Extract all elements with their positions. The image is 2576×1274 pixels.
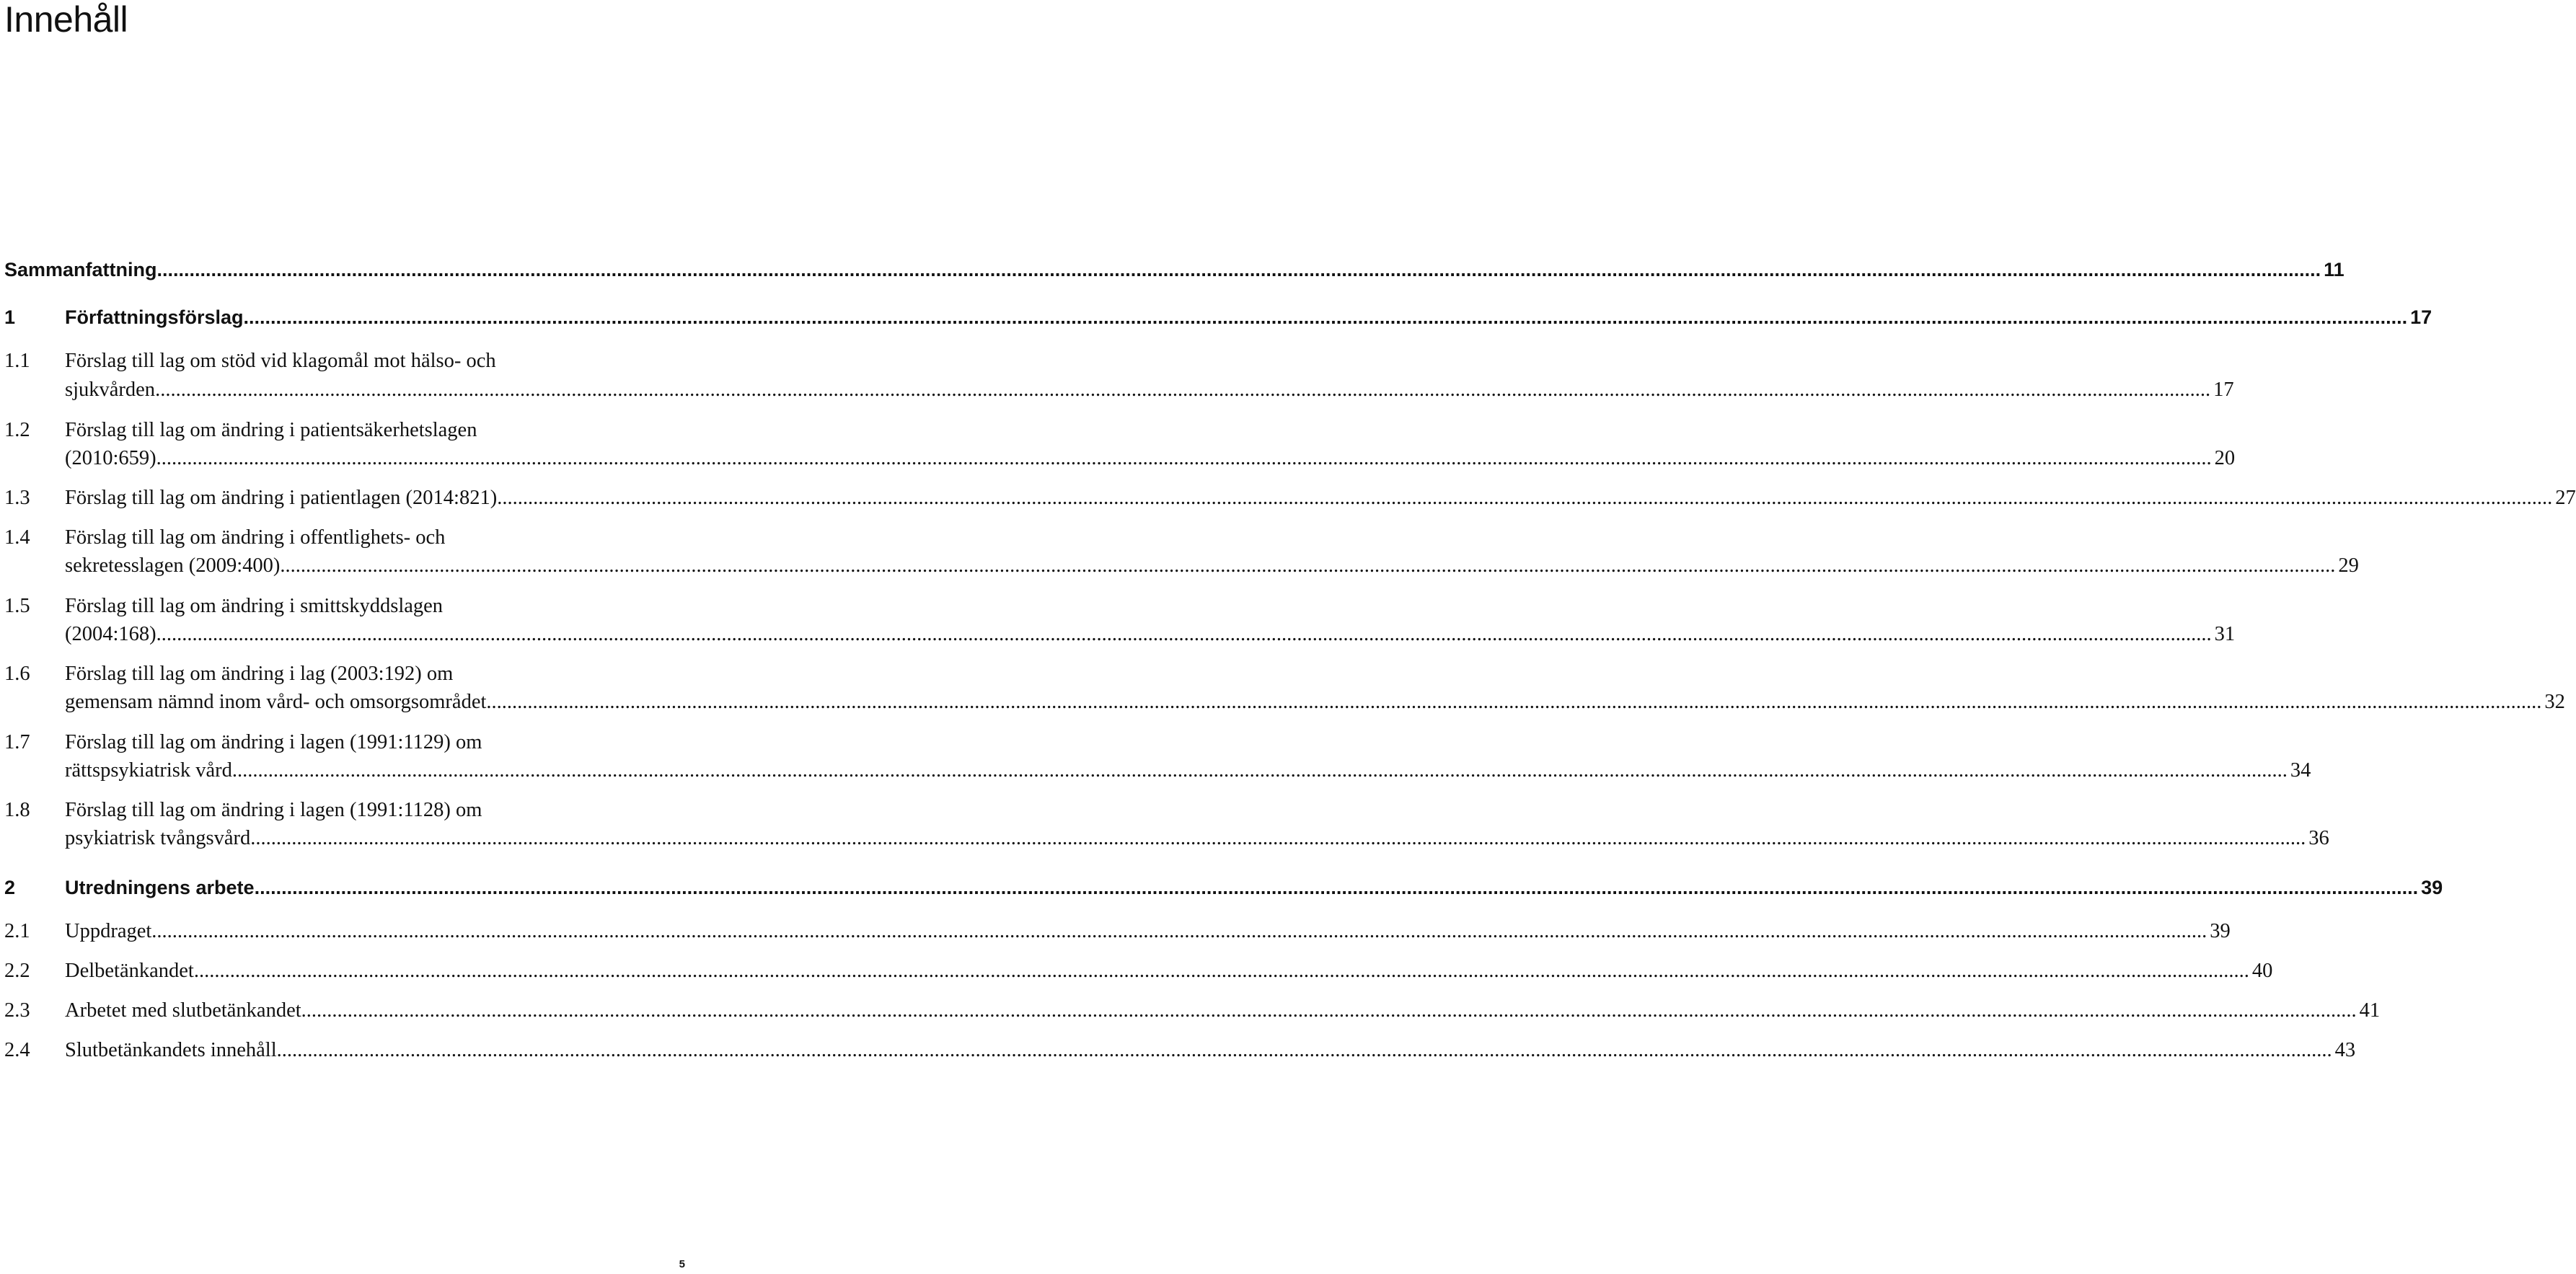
toc-entry-number: 1.3 <box>4 487 30 509</box>
toc-entry-number: 1 <box>4 306 16 328</box>
dot-leader: ................................................................................................................................................................................................................................................................................................................................................................................................................ <box>156 623 2212 645</box>
toc-page-number: 40 <box>2251 960 2273 982</box>
toc-entry-number: 2 <box>4 877 16 898</box>
toc-page-number: 32 <box>2544 691 2565 713</box>
toc-page-number: 36 <box>2308 827 2329 849</box>
dot-leader: ................................................................................................................................................................................................................................................................................................................................................................................................................ <box>156 259 2321 280</box>
toc-entry-title-line: Förslag till lag om ändring i patientsäkerhetslagen <box>65 419 477 441</box>
toc-entry-title-line: Förslag till lag om ändring i lag (2003:192) om <box>65 663 454 685</box>
toc-entry-title: Förslag till lag om ändring i patientlagen (2014:821) <box>65 487 498 509</box>
dot-leader: ................................................................................................................................................................................................................................................................................................................................................................................................................ <box>486 691 2542 713</box>
toc-entry-number: 1.7 <box>4 731 30 753</box>
toc-entry-title-line: Förslag till lag om ändring i smittskyddslagen <box>65 595 444 617</box>
toc-entry-title: Utredningens arbete <box>65 877 255 898</box>
toc-entry-number: 1.8 <box>4 799 30 821</box>
toc-entry-number: 2.1 <box>4 920 30 942</box>
toc-page-number: 41 <box>2359 999 2381 1022</box>
page-number: 5 <box>679 1258 685 1270</box>
toc-entry-title: Uppdraget <box>65 920 152 942</box>
dot-leader: ................................................................................................................................................................................................................................................................................................................................................................................................................ <box>156 447 2212 469</box>
toc-entry-title-line: Förslag till lag om stöd vid klagomål mot hälso- och <box>65 350 496 372</box>
toc-entry-title-line: Förslag till lag om ändring i lagen (1991:1129) om <box>65 731 482 753</box>
toc-entry-title-line: rättspsykiatrisk vård <box>65 759 232 782</box>
toc-entry-number: 2.3 <box>4 999 30 1022</box>
dot-leader: ................................................................................................................................................................................................................................................................................................................................................................................................................ <box>231 759 2288 782</box>
toc-page-number: 31 <box>2214 623 2236 645</box>
toc-entry-number: 1.1 <box>4 350 30 372</box>
dot-leader: ................................................................................................................................................................................................................................................................................................................................................................................................................ <box>301 999 2357 1022</box>
toc-entry-title-line: gemensam nämnd inom vård- och omsorgsområdet <box>65 691 487 713</box>
toc-entry-title-line: (2010:659) <box>65 447 156 469</box>
toc-entry-title: Arbetet med slutbetänkandet <box>65 999 301 1022</box>
toc-entry-title-line: Förslag till lag om ändring i lagen (1991:1128) om <box>65 799 482 821</box>
toc-page-number: 34 <box>2290 759 2311 782</box>
toc-page-number: 11 <box>2324 259 2345 280</box>
toc-page-number: 27 <box>2555 487 2576 509</box>
page-title: Innehåll <box>4 0 128 40</box>
dot-leader: ................................................................................................................................................................................................................................................................................................................................................................................................................ <box>254 877 2419 898</box>
dot-leader: ................................................................................................................................................................................................................................................................................................................................................................................................................ <box>155 379 2211 401</box>
toc-page-number: 29 <box>2338 554 2359 577</box>
dot-leader: ................................................................................................................................................................................................................................................................................................................................................................................................................ <box>276 1039 2332 1061</box>
toc-entry-number: 1.4 <box>4 526 30 549</box>
dot-leader: ................................................................................................................................................................................................................................................................................................................................................................................................................ <box>151 920 2207 942</box>
toc-entry-number: 1.5 <box>4 595 30 617</box>
toc-entry-title-line: (2004:168) <box>65 623 156 645</box>
toc-entry-title-line: Förslag till lag om ändring i offentlighets- och <box>65 526 446 549</box>
toc-entry-title: Sammanfattning <box>4 259 157 280</box>
toc-page-number: 20 <box>2214 447 2236 469</box>
dot-leader: ................................................................................................................................................................................................................................................................................................................................................................................................................ <box>193 960 2249 982</box>
toc-entry-title: Författningsförslag <box>65 306 244 328</box>
toc-entry-number: 2.4 <box>4 1039 30 1061</box>
toc-page-number: 17 <box>2410 306 2432 328</box>
toc-entry-title: Slutbetänkandets innehåll <box>65 1039 277 1061</box>
toc-entry-number: 1.2 <box>4 419 30 441</box>
toc-entry-title-line: sjukvården <box>65 379 156 401</box>
toc-page-number: 39 <box>2210 920 2231 942</box>
toc-page-number: 43 <box>2334 1039 2356 1061</box>
toc-entry-title: Delbetänkandet <box>65 960 194 982</box>
dot-leader: ................................................................................................................................................................................................................................................................................................................................................................................................................ <box>250 827 2306 849</box>
toc-entry-title-line: sekretesslagen (2009:400) <box>65 554 281 577</box>
toc-entry-title-line: psykiatrisk tvångsvård <box>65 827 251 849</box>
dot-leader: ................................................................................................................................................................................................................................................................................................................................................................................................................ <box>280 554 2336 577</box>
dot-leader: ................................................................................................................................................................................................................................................................................................................................................................................................................ <box>497 487 2553 509</box>
toc-entry-number: 1.6 <box>4 663 30 685</box>
toc-entry-number: 2.2 <box>4 960 30 982</box>
dot-leader: ................................................................................................................................................................................................................................................................................................................................................................................................................ <box>243 306 2408 328</box>
toc-page-number: 17 <box>2213 379 2234 401</box>
toc-page-number: 39 <box>2421 877 2443 898</box>
